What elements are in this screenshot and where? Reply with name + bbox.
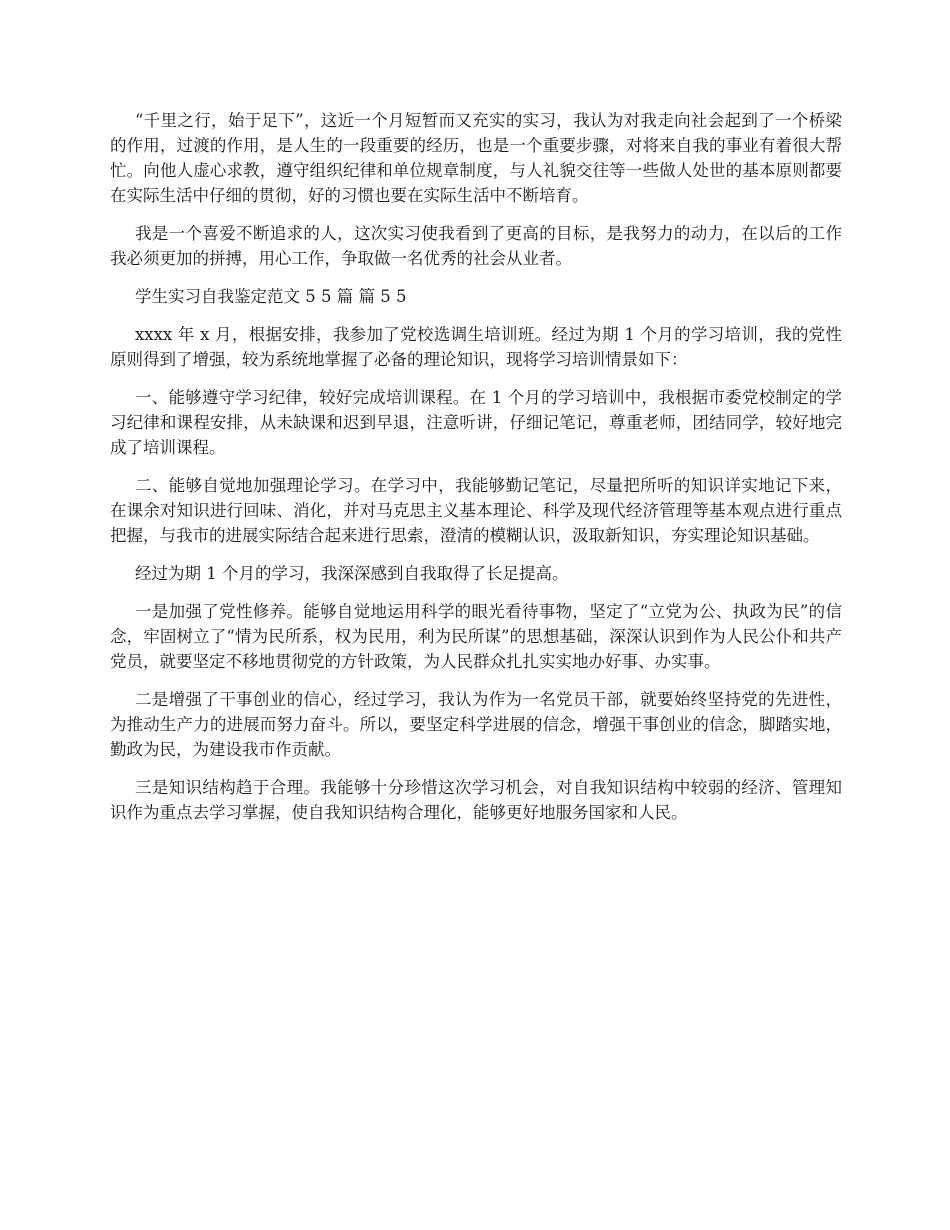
paragraph-3: xxxx 年 x 月，根据安排，我参加了党校选调生培训班。经过为期 1 个月的学习培训，我的党性原则得到了增强，较为系统地掌握了必备的理论知识，现将学习培训情景如下： — [110, 325, 842, 369]
document-body — [110, 108, 842, 838]
paragraph-8: 二是增强了干事创业的信心，经过学习，我认为作为一名党员干部，就要始终坚持党的先进性，为推动生产力的进展而努力奋斗。所以，要坚定科学进展的信念，增强干事创业的信念，脚踏实地，勤政为民，为建设我市作贡献。 — [110, 690, 842, 759]
paragraph-7: 一是加强了党性修养。能够自觉地运用科学的眼光看待事物，坚定了“立党为公、执政为民”的信念，牢固树立了“情为民所系，权为民用，利为民所谋”的思想基础，深深认识到作为人民公仆和共产党员，就要坚定不移地贯彻党的方针政策，为人民群众扎扎实实地办好事、办实事。 — [110, 602, 842, 671]
paragraph-2: 我是一个喜爱不断追求的人，这次实习使我看到了更高的目标，是我努力的动力，在以后的工作我必须更加的拼搏，用心工作，争取做一名优秀的社会从业者。 — [110, 224, 842, 268]
paragraph-1: “千里之行，始于足下”，这近一个月短暂而又充实的实习，我认为对我走向社会起到了一个桥梁的作用，过渡的作用，是人生的一段重要的经历，也是一个重要步骤，对将来自我的事业有着很大帮忙。向他人虚心求教，遵守组织纪律和单位规章制度，与人礼貌交往等一些做人处世的基本原则都要在实际生活中仔细的贯彻，好的习惯也要在实际生活中不断培育。 — [110, 111, 842, 205]
section-heading: 学生实习自我鉴定范文 5 5 篇 篇 5 5 — [135, 287, 407, 306]
paragraph-5: 二、能够自觉地加强理论学习。在学习中，我能够勤记笔记，尽量把所听的知识详实地记下来，在课余对知识进行回味、消化，并对马克思主义基本理论、科学及现代经济管理等基本观点进行重点把握，与我市的进展实际结合起来进行思索，澄清的模糊认识，汲取新知识，夯实理论知识基础。 — [110, 476, 842, 545]
paragraph-9: 三是知识结构趋于合理。我能够十分珍惜这次学习机会，对自我知识结构中较弱的经济、管理知识作为重点去学习掌握，使自我知识结构合理化，能够更好地服务国家和人民。 — [110, 778, 842, 822]
paragraph-4: 一、能够遵守学习纪律，较好完成培训课程。在 1 个月的学习培训中，我根据市委党校制定的学习纪律和课程安排，从未缺课和迟到早退，注意听讲，仔细记笔记，尊重老师，团结同学，较好地完成了培训课程。 — [110, 388, 842, 457]
paragraph-6: 经过为期 1 个月的学习，我深深感到自我取得了长足提高。 — [135, 564, 569, 583]
